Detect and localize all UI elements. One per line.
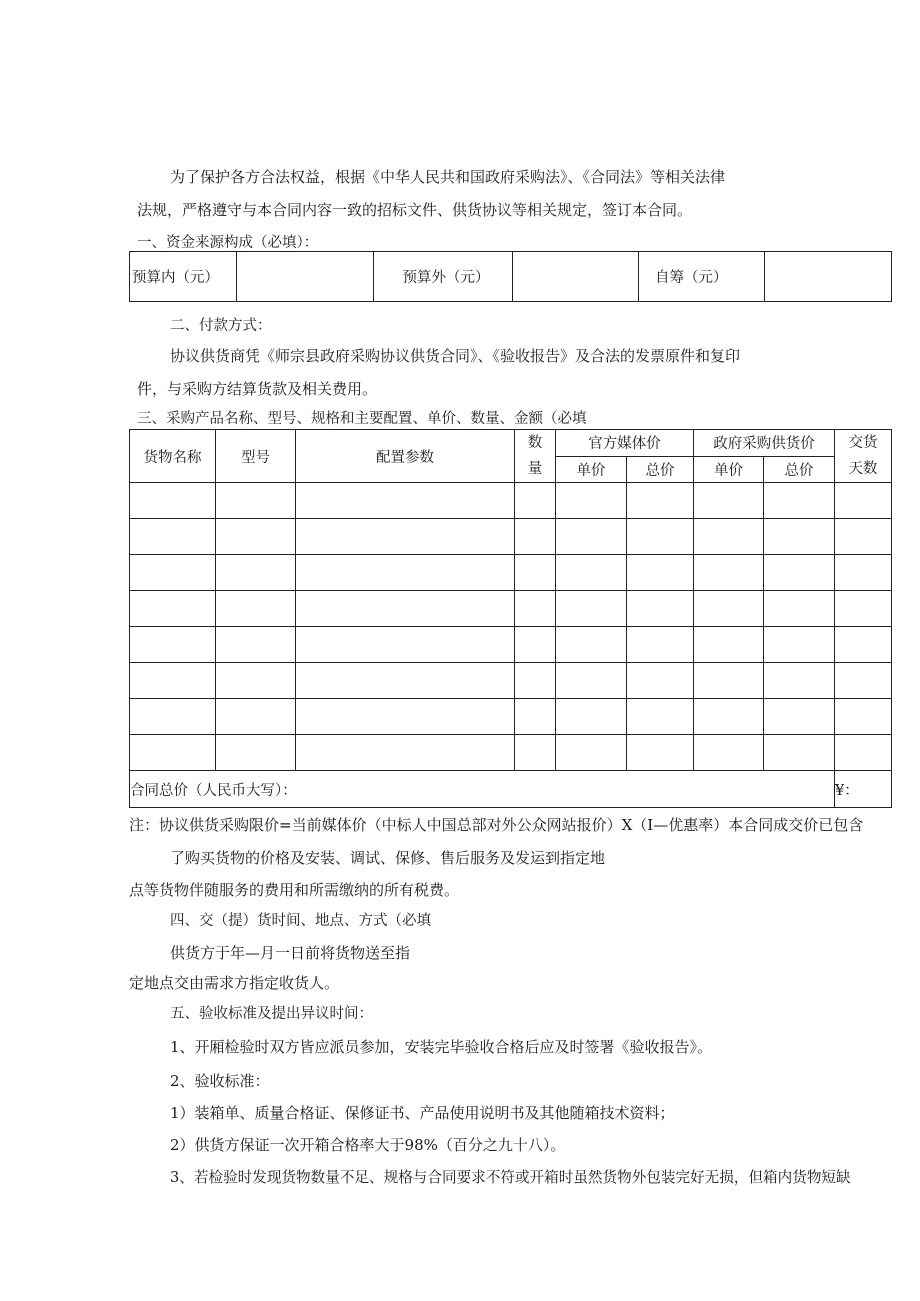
product-row: [130, 663, 892, 699]
product-cell[interactable]: [835, 663, 892, 699]
product-cell[interactable]: [216, 663, 296, 699]
header-goods-name: 货物名称: [130, 430, 216, 483]
product-cell[interactable]: [216, 591, 296, 627]
section-2-title: 二、付款方式：: [170, 318, 272, 334]
product-cell[interactable]: [556, 735, 627, 771]
product-cell[interactable]: [216, 735, 296, 771]
product-cell[interactable]: [694, 519, 764, 555]
acceptance-item-3: 3、若检验时发现货物数量不足、规格与合同要求不符或开箱时虽然货物外包装完好无损，但箱内货物短缺: [170, 1169, 851, 1186]
header-quantity-b: 量: [527, 461, 543, 477]
product-cell[interactable]: [556, 627, 627, 663]
contract-total-symbol[interactable]: ¥：: [835, 771, 892, 808]
product-cell[interactable]: [296, 699, 515, 735]
budget-out-label: 预算外（元）: [374, 252, 513, 302]
product-cell[interactable]: [130, 735, 216, 771]
product-cell[interactable]: [515, 735, 556, 771]
product-cell[interactable]: [835, 555, 892, 591]
product-table: [129, 429, 892, 808]
budget-in-label: 预算内（元）: [130, 252, 237, 302]
section-3-title: 三、采购产品名称、型号、规格和主要配置、单价、数量、金额（必填: [137, 411, 587, 427]
product-cell[interactable]: [515, 555, 556, 591]
product-cell[interactable]: [835, 627, 892, 663]
product-cell[interactable]: [835, 483, 892, 519]
product-row: [130, 519, 892, 555]
product-cell[interactable]: [835, 591, 892, 627]
header-model: 型号: [216, 430, 296, 483]
product-cell[interactable]: [130, 591, 216, 627]
note-line-3: 点等货物伴随服务的费用和所需缴纳的所有税费。: [129, 881, 460, 899]
product-cell[interactable]: [515, 699, 556, 735]
product-cell[interactable]: [835, 519, 892, 555]
product-cell[interactable]: [627, 663, 694, 699]
intro-line-1: 为了保护各方合法权益，根据《中华人民共和国政府采购法》、《合同法》等相关法律: [170, 168, 726, 186]
header-quantity-a: 数: [527, 435, 543, 451]
product-cell[interactable]: [515, 483, 556, 519]
product-cell[interactable]: [216, 627, 296, 663]
product-cell[interactable]: [835, 735, 892, 771]
product-cell[interactable]: [556, 519, 627, 555]
product-cell[interactable]: [216, 699, 296, 735]
product-cell[interactable]: [216, 519, 296, 555]
product-cell[interactable]: [515, 627, 556, 663]
header-delivery-a: 交货: [848, 435, 878, 451]
product-cell[interactable]: [515, 663, 556, 699]
payment-line-1: 协议供货商凭《师宗县政府采购协议供货合同》、《验收报告》及合法的发票原件和复印: [170, 347, 741, 365]
product-cell[interactable]: [556, 699, 627, 735]
product-cell[interactable]: [556, 483, 627, 519]
product-cell[interactable]: [764, 555, 835, 591]
product-cell[interactable]: [627, 519, 694, 555]
budget-out-value-cell[interactable]: [513, 252, 639, 302]
product-cell[interactable]: [130, 699, 216, 735]
product-cell[interactable]: [694, 699, 764, 735]
product-cell[interactable]: [296, 663, 515, 699]
product-cell[interactable]: [130, 519, 216, 555]
section-1-title: 一、资金来源构成（必填）：: [137, 235, 319, 251]
note-rest: 当前媒体价（中标人中国总部对外公众网站报价）X（I—优惠率）本合同成交价已包含: [291, 816, 864, 834]
acceptance-item-2: 2、验收标准：: [170, 1072, 270, 1090]
product-cell[interactable]: [216, 483, 296, 519]
product-row: [130, 699, 892, 735]
product-cell[interactable]: [764, 735, 835, 771]
product-rows: [130, 483, 892, 771]
note-line-2: 了购买货物的价格及安装、调试、保修、售后服务及发运到指定地: [170, 849, 606, 867]
acceptance-item-1: 1、开厢检验时双方皆应派员参加，安装完毕验收合格后应及时签署《验收报告》。: [170, 1038, 713, 1056]
header-media-total-price: 总价: [627, 456, 694, 483]
product-cell[interactable]: [296, 483, 515, 519]
product-cell[interactable]: [764, 519, 835, 555]
product-cell[interactable]: [835, 699, 892, 735]
intro-line-2: 法规，严格遵守与本合同内容一致的招标文件、供货协议等相关规定，签订本合同。: [137, 201, 693, 219]
product-cell[interactable]: [296, 555, 515, 591]
product-cell[interactable]: [694, 483, 764, 519]
self-raised-label: 自筹（元）: [639, 252, 765, 302]
product-cell[interactable]: [515, 591, 556, 627]
header-quantity: [515, 430, 556, 483]
product-cell[interactable]: [556, 591, 627, 627]
note-line-1: [129, 815, 863, 835]
self-raised-value-cell[interactable]: [765, 252, 892, 302]
product-cell[interactable]: [627, 555, 694, 591]
section-4-title: 四、交（提）货时间、地点、方式（必填: [170, 913, 431, 929]
product-cell[interactable]: [627, 483, 694, 519]
acceptance-item-2-2: 2）供货方保证一次开箱合格率大于98%（百分之九十八）。: [170, 1136, 566, 1154]
contract-total-label: 合同总价（人民币大写）：: [130, 771, 835, 808]
product-cell[interactable]: [627, 699, 694, 735]
delivery-line-1: 供货方于年—月一日前将货物送至指: [170, 944, 411, 962]
product-cell[interactable]: [130, 555, 216, 591]
product-cell[interactable]: [764, 699, 835, 735]
product-cell[interactable]: [556, 555, 627, 591]
header-delivery-b: 天数: [848, 461, 878, 477]
product-cell[interactable]: [216, 555, 296, 591]
product-cell[interactable]: [627, 627, 694, 663]
product-cell[interactable]: [130, 663, 216, 699]
product-row: [130, 483, 892, 519]
header-media-unit-price: 单价: [556, 456, 627, 483]
note-bold-part: 协议供货采购限价=: [159, 816, 292, 834]
section-5-title: 五、验收标准及提出异议时间：: [170, 1006, 373, 1022]
product-cell[interactable]: [130, 627, 216, 663]
product-cell[interactable]: [296, 519, 515, 555]
product-row: [130, 555, 892, 591]
product-cell[interactable]: [764, 663, 835, 699]
budget-in-value-cell[interactable]: [237, 252, 374, 302]
product-cell[interactable]: [764, 591, 835, 627]
header-gov-unit-price: 单价: [694, 456, 764, 483]
product-cell[interactable]: [296, 735, 515, 771]
product-cell[interactable]: [556, 663, 627, 699]
payment-line-2: 件，与采购方结算货款及相关费用。: [137, 380, 378, 398]
product-cell[interactable]: [627, 591, 694, 627]
product-cell[interactable]: [296, 627, 515, 663]
product-cell[interactable]: [694, 735, 764, 771]
header-gov-total-price: 总价: [764, 456, 835, 483]
delivery-line-2: 定地点交由需求方指定收货人。: [129, 974, 340, 992]
product-cell[interactable]: [296, 591, 515, 627]
product-cell[interactable]: [130, 483, 216, 519]
product-row: [130, 627, 892, 663]
header-gov-price: 政府采购供货价: [694, 430, 835, 457]
product-cell[interactable]: [694, 591, 764, 627]
product-cell[interactable]: [627, 735, 694, 771]
header-delivery-days: [835, 430, 892, 483]
product-row: [130, 735, 892, 771]
funding-source-table: [129, 251, 892, 302]
note-prefix: 注：: [129, 816, 160, 834]
product-cell[interactable]: [694, 663, 764, 699]
product-cell[interactable]: [694, 627, 764, 663]
header-config: 配置参数: [296, 430, 515, 483]
acceptance-item-2-1: 1）装箱单、质量合格证、保修证书、产品使用说明书及其他随箱技术资料；: [170, 1104, 675, 1122]
header-media-price: 官方媒体价: [556, 430, 694, 457]
product-row: [130, 591, 892, 627]
product-cell[interactable]: [515, 519, 556, 555]
product-cell[interactable]: [764, 627, 835, 663]
product-cell[interactable]: [694, 555, 764, 591]
product-cell[interactable]: [764, 483, 835, 519]
